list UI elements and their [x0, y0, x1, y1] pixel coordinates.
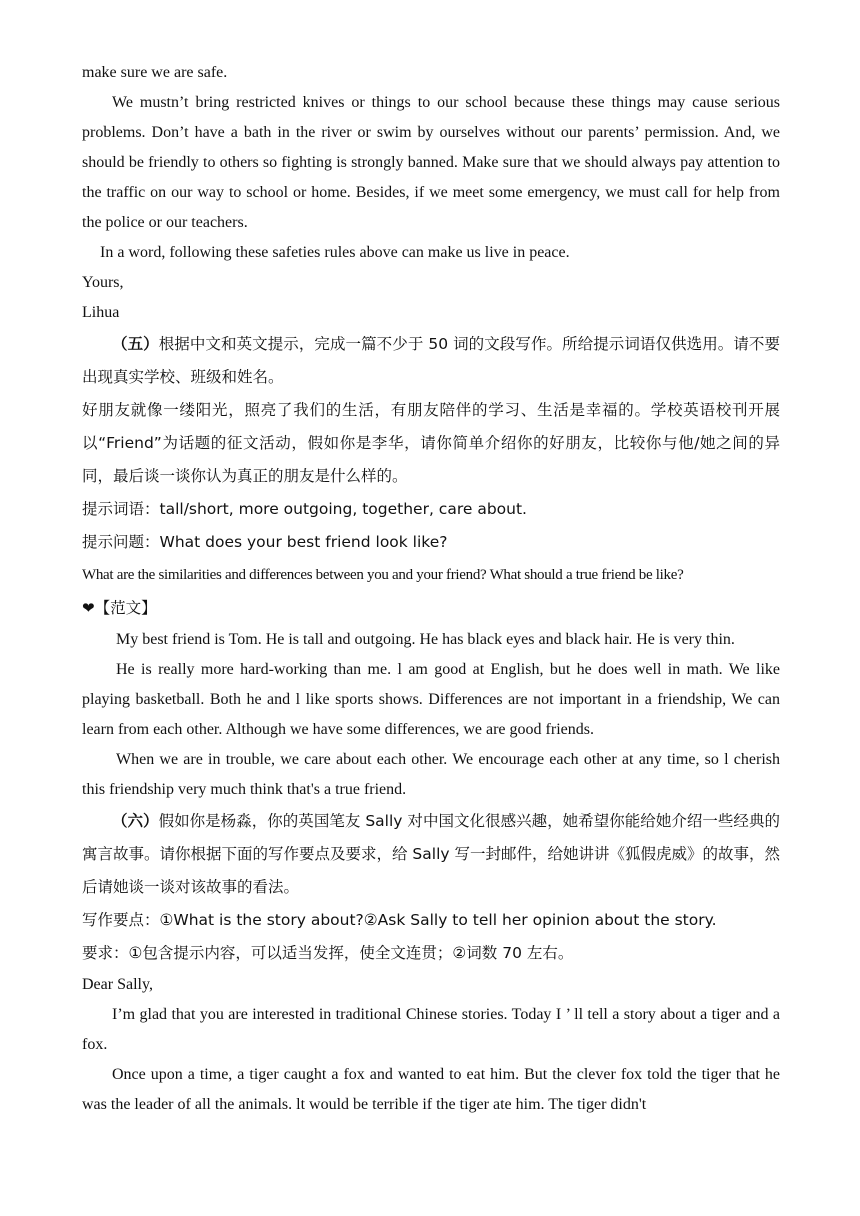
sample-essay-label: 【范文】 — [94, 599, 157, 617]
letter-closing: Yours, — [82, 274, 124, 291]
sample-essay-heading — [82, 592, 780, 625]
section5-prompt: 好朋友就像一缕阳光，照亮了我们的生活，有朋友陪伴的学习、生活是幸福的。学校英语校刊开展以“Friend”为话题的征文活动，假如你是李华，请你简单介绍你的好朋友，比较你与他/她之间的异同，最后谈一谈你认为真正的朋友是什么样的。 — [82, 401, 780, 485]
section5-instruction-text: 根据中文和英文提示，完成一篇不少于 50 词的文段写作。所给提示词语仅供选用。请不要出现真实学校、班级和姓名。 — [82, 335, 780, 386]
document-page — [82, 58, 780, 1120]
sample-paragraph-2: He is really more hard-working than me. l am good at English, but he does well in math. We like playing basketball. Both he and l like sports shows. Differences are not important in a friendship, We can learn from each other. Although we have some differences, we are good friends. — [82, 661, 780, 738]
section5-hint-words: 提示词语：tall/short, more outgoing, together, care about. — [82, 500, 527, 518]
sample-paragraph-1: My best friend is Tom. He is tall and outgoing. He has black eyes and black hair. He is very thin. — [116, 631, 735, 648]
section5-instruction — [82, 328, 780, 394]
section6-instruction — [82, 805, 780, 904]
sample-paragraph-3: When we are in trouble, we care about each other. We encourage each other at any time, so l cherish this friendship very much think that's a true friend. — [82, 751, 780, 798]
letter-greeting: Dear Sally, — [82, 976, 153, 993]
section6-requirements: 要求：①包含提示内容，可以适当发挥，使全文连贯；②词数 70 左右。 — [82, 944, 574, 962]
line-top: make sure we are safe. — [82, 64, 228, 81]
conclusion-paragraph: In a word, following these safeties rules above can make us live in peace. — [100, 244, 570, 261]
section6-instruction-text: 假如你是杨淼，你的英国笔友 Sally 对中国文化很感兴趣，她希望你能给她介绍一些经典的寓言故事。请你根据下面的写作要点及要求，给 Sally 写一封邮件，给她讲讲《狐假虎威》的故事，然后请她谈一谈对该故事的看法。 — [82, 812, 780, 896]
letter-paragraph-2: Once upon a time, a tiger caught a fox and wanted to eat him. But the clever fox told the tiger that he was the leader of all the animals. lt would be terrible if the tiger ate him. The tiger didn't — [82, 1066, 780, 1113]
section5-hint-question-1: 提示问题：What does your best friend look like? — [82, 533, 448, 551]
safety-paragraph: We mustn’t bring restricted knives or things to our school because these things may cause serious problems. Don’t have a bath in the river or swim by ourselves without our parents’ permission. And, we should be friendly to others so fighting is strongly banned. Make sure that we should always pay attention to the traffic on our way to school or home. Besides, if we meet some emergency, we must call for help from the police or our teachers. — [82, 94, 780, 231]
section5-hint-question-2: What are the similarities and differences between you and your friend? What should a true friend be like? — [82, 567, 684, 583]
letter-paragraph-1: I’m glad that you are interested in traditional Chinese stories. Today I ’ ll tell a story about a tiger and a fox. — [82, 1006, 780, 1053]
heart-icon: ❤ — [82, 599, 95, 617]
section6-writing-points: 写作要点：①What is the story about?②Ask Sally to tell her opinion about the story. — [82, 911, 717, 929]
letter-signature: Lihua — [82, 304, 120, 321]
section6-label: （六） — [112, 812, 159, 830]
section5-label: （五） — [112, 335, 159, 353]
